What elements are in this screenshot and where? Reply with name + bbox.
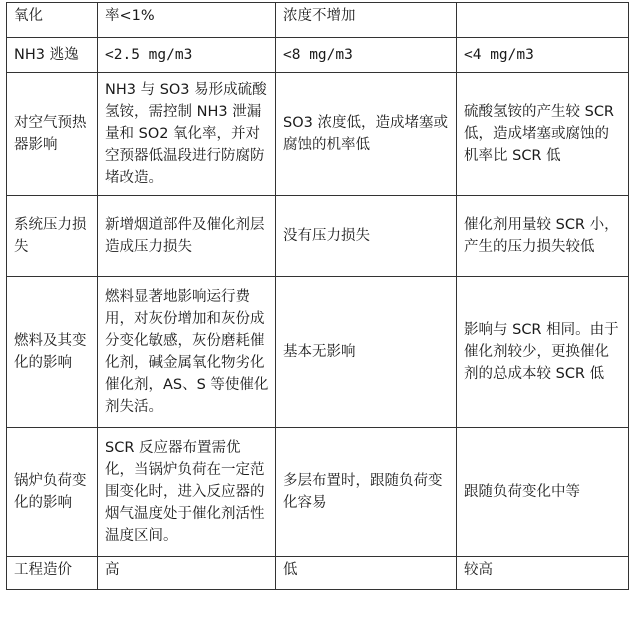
header-cell: [457, 3, 629, 38]
row-label: 工程造价: [7, 557, 98, 590]
row-label: 系统压力损失: [7, 196, 98, 277]
table-row: [7, 38, 629, 73]
table-cell: 基本无影响: [276, 277, 457, 428]
table-header-row: [7, 3, 629, 38]
header-cell: 氧化: [7, 3, 98, 38]
table-row: [7, 196, 629, 277]
table-cell: SO3 浓度低，造成堵塞或腐蚀的机率低: [276, 73, 457, 196]
table-cell: <2.5 mg/m3: [98, 38, 276, 73]
row-label: NH3 逃逸: [7, 38, 98, 73]
table-cell: 新增烟道部件及催化剂层造成压力损失: [98, 196, 276, 277]
table-row: [7, 277, 629, 428]
table-cell: 燃料显著地影响运行费用，对灰份增加和灰份成分变化敏感，灰份磨耗催化剂，碱金属氧化物劣化催化剂，AS、S 等使催化剂失活。: [98, 277, 276, 428]
table-cell: 低: [276, 557, 457, 590]
table-row: [7, 557, 629, 590]
table-cell: 硫酸氢铵的产生较 SCR 低，造成堵塞或腐蚀的机率比 SCR 低: [457, 73, 629, 196]
row-label: 对空气预热器影响: [7, 73, 98, 196]
table-cell: 影响与 SCR 相同。由于催化剂较少，更换催化剂的总成本较 SCR 低: [457, 277, 629, 428]
header-cell: 率<1%: [98, 3, 276, 38]
comparison-table: [6, 2, 629, 590]
header-cell: 浓度不增加: [276, 3, 457, 38]
row-label: 锅炉负荷变化的影响: [7, 428, 98, 557]
table-cell: 多层布置时，跟随负荷变化容易: [276, 428, 457, 557]
table-cell: 高: [98, 557, 276, 590]
table-cell: NH3 与 SO3 易形成硫酸氢铵，需控制 NH3 泄漏量和 SO2 氧化率，并对空预器低温段进行防腐防堵改造。: [98, 73, 276, 196]
table-cell: 催化剂用量较 SCR 小，产生的压力损失较低: [457, 196, 629, 277]
table-cell: SCR 反应器布置需优化，当锅炉负荷在一定范围变化时，进入反应器的烟气温度处于催化剂活性温度区间。: [98, 428, 276, 557]
table-row: [7, 428, 629, 557]
table-cell: 没有压力损失: [276, 196, 457, 277]
table-cell: 较高: [457, 557, 629, 590]
row-label: 燃料及其变化的影响: [7, 277, 98, 428]
table-row: [7, 73, 629, 196]
table-cell: <4 mg/m3: [457, 38, 629, 73]
table-cell: <8 mg/m3: [276, 38, 457, 73]
table-cell: 跟随负荷变化中等: [457, 428, 629, 557]
